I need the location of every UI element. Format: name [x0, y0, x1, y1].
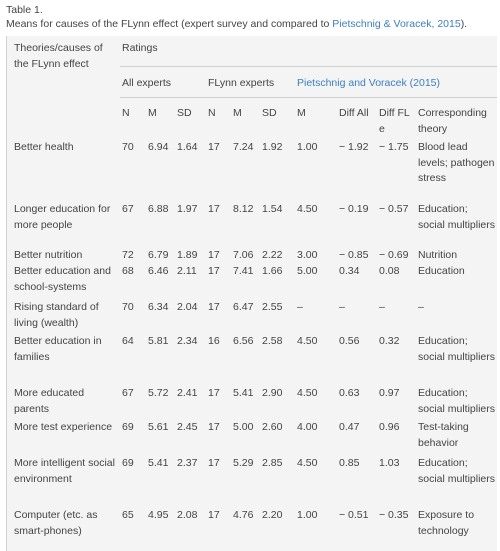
cell-diff-all: − 0.19	[339, 203, 369, 215]
cell-sd-all: 1.97	[177, 203, 198, 215]
cell-diff-all: 0.34	[339, 265, 360, 277]
cell-theory: Nutrition	[418, 249, 458, 261]
cell-m-all: 5.41	[148, 457, 169, 469]
cell-cause: More test experience	[14, 421, 113, 433]
table-label: Table 1.	[6, 4, 43, 16]
cell-n-flynn: 17	[208, 421, 220, 433]
cell-sd-flynn: 2.85	[262, 457, 283, 469]
col-header-n-all: N	[122, 107, 130, 119]
cell-m-pv: 1.00	[297, 509, 318, 521]
cell-diff-fl: − 0.57	[379, 203, 409, 215]
cell-diff-fl: − 1.75	[379, 141, 409, 153]
cell-diff-fl: –	[379, 301, 385, 313]
cell-m-flynn: 7.06	[233, 249, 254, 261]
cell-m-pv: 4.50	[297, 387, 318, 399]
cell-m-pv: 1.00	[297, 141, 318, 153]
cell-diff-fl: 0.97	[379, 387, 400, 399]
cell-n-all: 64	[122, 335, 134, 347]
cell-m-all: 4.95	[148, 509, 169, 521]
cell-m-pv: –	[297, 301, 303, 313]
cell-cause: Better nutrition	[14, 249, 83, 261]
cell-m-flynn: 5.29	[233, 457, 254, 469]
group-divider	[120, 97, 497, 98]
cell-diff-all: 0.56	[339, 335, 360, 347]
cell-diff-all: − 0.85	[339, 249, 369, 261]
cell-theory: Blood lead levels; pathogen stress	[418, 141, 495, 184]
cell-n-flynn: 17	[208, 457, 220, 469]
cell-m-all: 6.46	[148, 265, 169, 277]
cell-m-pv: 4.50	[297, 457, 318, 469]
cell-sd-all: 1.89	[177, 249, 198, 261]
cell-n-flynn: 16	[208, 335, 220, 347]
cell-sd-all: 2.04	[177, 301, 198, 313]
cell-diff-fl: 1.03	[379, 457, 400, 469]
cell-n-all: 69	[122, 457, 134, 469]
cell-theory: Exposure to technology	[418, 509, 475, 537]
cell-sd-flynn: 2.20	[262, 509, 283, 521]
cell-diff-fl: − 0.69	[379, 249, 409, 261]
cell-m-flynn: 5.41	[233, 387, 254, 399]
cell-m-flynn: 8.12	[233, 203, 254, 215]
cell-cause: Better education and school-systems	[14, 265, 111, 293]
cell-m-flynn: 6.56	[233, 335, 254, 347]
cell-theory: Education	[418, 265, 465, 277]
col-header-n-flynn: N	[208, 107, 216, 119]
cell-n-flynn: 17	[208, 141, 220, 153]
cell-diff-all: − 0.51	[339, 509, 369, 521]
cell-cause: More intelligent social environment	[14, 457, 115, 485]
cell-n-flynn: 17	[208, 203, 220, 215]
cell-m-all: 5.61	[148, 421, 169, 433]
header-theories: Theories/causes of the FLynn effect	[14, 42, 103, 70]
cell-diff-all: 0.47	[339, 421, 360, 433]
cell-cause: More educated parents	[14, 387, 85, 415]
cell-n-all: 69	[122, 421, 134, 433]
cell-m-all: 6.79	[148, 249, 169, 261]
cell-n-flynn: 17	[208, 509, 220, 521]
cell-cause: Better health	[14, 141, 74, 153]
cell-diff-fl: 0.08	[379, 265, 400, 277]
cell-sd-all: 1.64	[177, 141, 198, 153]
cell-m-flynn: 4.76	[233, 509, 254, 521]
cell-m-flynn: 6.47	[233, 301, 254, 313]
header-ratings: Ratings	[122, 42, 158, 54]
cell-diff-all: –	[339, 301, 345, 313]
cell-diff-fl: − 0.35	[379, 509, 409, 521]
data-table	[6, 36, 497, 551]
cell-m-all: 6.88	[148, 203, 169, 215]
cell-sd-flynn: 1.66	[262, 265, 283, 277]
table-caption	[0, 0, 500, 31]
cell-n-all: 70	[122, 301, 134, 313]
cell-sd-all: 2.41	[177, 387, 198, 399]
cell-diff-fl: 0.32	[379, 335, 400, 347]
group-all-experts: All experts	[122, 77, 172, 89]
cell-sd-flynn: 2.58	[262, 335, 283, 347]
cell-m-flynn: 7.41	[233, 265, 254, 277]
cell-diff-all: − 1.92	[339, 141, 369, 153]
cell-diff-fl: 0.96	[379, 421, 400, 433]
citation-link[interactable]: Pietschnig & Voracek, 2015	[332, 18, 461, 30]
cell-diff-all: 0.85	[339, 457, 360, 469]
caption-text: Means for causes of the FLynn effect (expert survey and compared to	[6, 18, 333, 30]
cell-sd-flynn: 1.54	[262, 203, 283, 215]
cell-n-all: 70	[122, 141, 134, 153]
cell-m-all: 6.94	[148, 141, 169, 153]
cell-m-flynn: 7.24	[233, 141, 254, 153]
col-header-m-all: M	[148, 107, 157, 119]
col-header-sd-flynn: SD	[262, 107, 277, 119]
cell-m-flynn: 5.00	[233, 421, 254, 433]
cell-n-all: 65	[122, 509, 134, 521]
cell-cause: Rising standard of living (wealth)	[14, 301, 99, 329]
cell-theory: Education; social multipliers	[418, 335, 496, 363]
cell-sd-flynn: 2.60	[262, 421, 283, 433]
cell-m-all: 6.34	[148, 301, 169, 313]
cell-cause: Longer education for more people	[14, 203, 111, 231]
cell-sd-flynn: 1.92	[262, 141, 283, 153]
cell-m-pv: 4.00	[297, 421, 318, 433]
cell-n-all: 67	[122, 203, 134, 215]
group-flynn-experts: FLynn experts	[208, 77, 275, 89]
group-pietschnig-voracek[interactable]: Pietschnig and Voracek (2015)	[297, 77, 441, 89]
cell-n-all: 68	[122, 265, 134, 277]
cell-diff-all: 0.63	[339, 387, 360, 399]
cell-m-pv: 5.00	[297, 265, 318, 277]
header-divider	[120, 66, 497, 67]
cell-n-flynn: 17	[208, 387, 220, 399]
cell-m-pv: 4.50	[297, 203, 318, 215]
cell-sd-all: 2.34	[177, 335, 198, 347]
cell-n-all: 67	[122, 387, 134, 399]
col-header-sd-all: SD	[177, 107, 192, 119]
col-header-diff-all: Diff All	[339, 107, 369, 119]
cell-m-pv: 3.00	[297, 249, 318, 261]
cell-theory: Test-taking behavior	[418, 421, 469, 449]
col-header-m-flynn: M	[233, 107, 242, 119]
cell-theory: Education; social multipliers	[418, 387, 496, 415]
cell-theory: Education; social multipliers	[418, 457, 496, 485]
cell-sd-all: 2.37	[177, 457, 198, 469]
cell-n-all: 72	[122, 249, 134, 261]
cell-theory: Education; social multipliers	[418, 203, 496, 231]
cell-sd-flynn: 2.55	[262, 301, 283, 313]
cell-m-pv: 4.50	[297, 335, 318, 347]
cell-sd-all: 2.11	[177, 265, 197, 277]
cell-n-flynn: 17	[208, 301, 220, 313]
cell-m-all: 5.81	[148, 335, 169, 347]
cell-n-flynn: 17	[208, 249, 220, 261]
cell-sd-all: 2.45	[177, 421, 198, 433]
cell-sd-flynn: 2.22	[262, 249, 283, 261]
caption-suffix: ).	[460, 18, 468, 30]
col-header-diff-fl: Diff FL e	[379, 107, 410, 135]
col-header-m-pv: M	[297, 107, 306, 119]
cell-sd-flynn: 2.90	[262, 387, 283, 399]
cell-n-flynn: 17	[208, 265, 220, 277]
cell-theory: –	[418, 301, 424, 313]
cell-cause: Better education in families	[14, 335, 102, 363]
cell-sd-all: 2.08	[177, 509, 198, 521]
col-header-theory: Corresponding theory	[418, 107, 487, 135]
cell-m-all: 5.72	[148, 387, 169, 399]
cell-cause: Computer (etc. as smart-phones)	[14, 509, 98, 537]
